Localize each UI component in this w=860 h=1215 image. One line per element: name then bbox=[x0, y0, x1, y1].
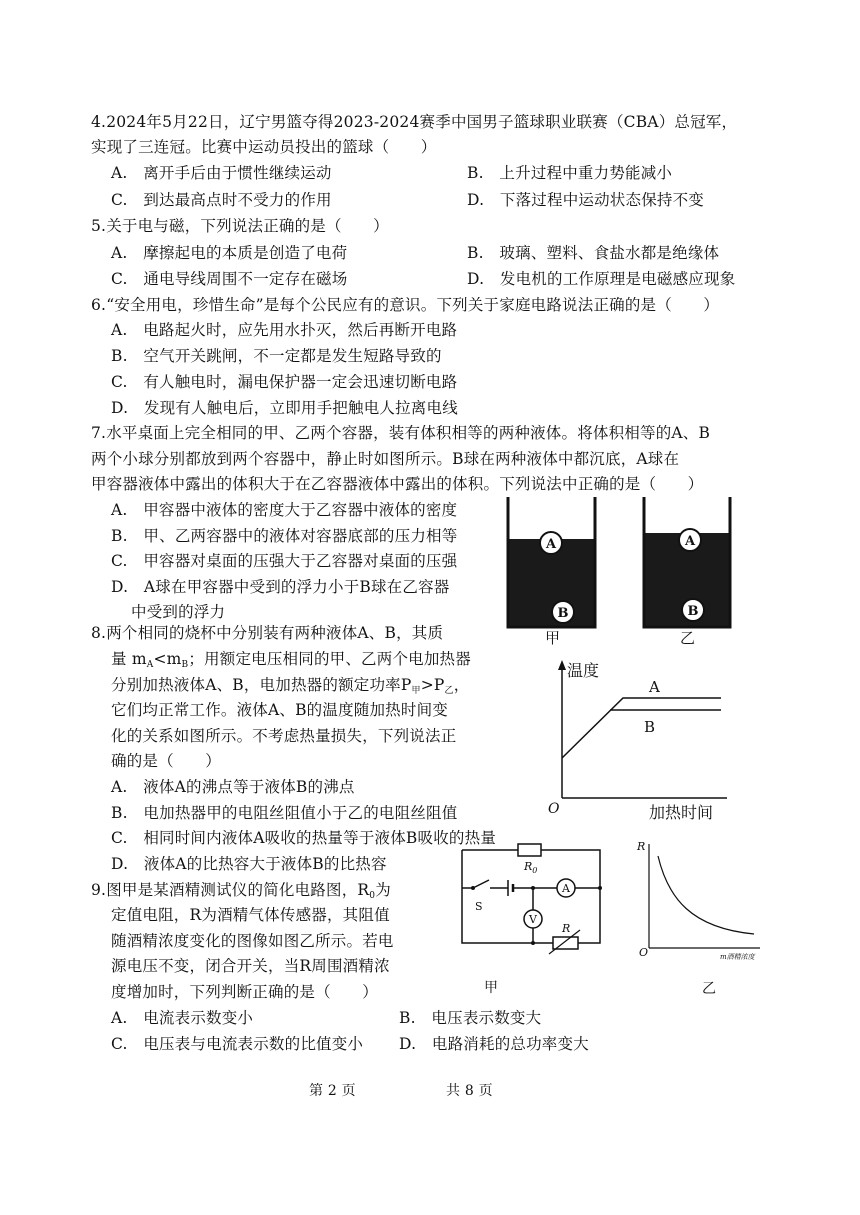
resistor-r0 bbox=[518, 844, 541, 856]
ball-b-label-left: B bbox=[557, 606, 569, 621]
q7-option-a: A. 甲容器中液体的密度大于乙容器中液体的密度 bbox=[111, 501, 458, 519]
q9-stem-line1: 9.图甲是某酒精测试仪的简化电路图，$R_0$为 bbox=[91, 881, 391, 901]
q7-stem-line2: 两个小球分别都放到两个容器中，静止时如图所示。B球在两种液体中都沉底，A球在 bbox=[91, 450, 680, 468]
q6-option-a: A. 电路起火时，应先用水扑灭，然后再断开电路 bbox=[111, 321, 458, 339]
label-yi: 乙 bbox=[680, 629, 696, 647]
q9-stem-line3: 随酒精浓度变化的图像如图乙所示。若电 bbox=[111, 932, 394, 950]
q5-option-b: B. 玻璃、塑料、食盐水都是绝缘体 bbox=[467, 244, 720, 262]
graph-ylabel: 温度 bbox=[567, 661, 600, 680]
graph-xlabel: 加热时间 bbox=[649, 803, 714, 822]
q4-option-d: D. 下落过程中运动状态保持不变 bbox=[467, 191, 705, 209]
q9-stem-line5: 度增加时，下列判断正确的是（ ） bbox=[111, 983, 378, 1001]
sensor-label: R bbox=[562, 922, 571, 935]
ball-a-label-left: A bbox=[545, 537, 557, 552]
q6-stem: 6.“安全用电，珍惜生命”是每个公民应有的意识。下列关于家庭电路说法正确的是（ ） bbox=[91, 296, 720, 314]
rgraph-xlabel: m酒精浓度 bbox=[720, 953, 755, 961]
q9-circuit-diagram bbox=[456, 838, 606, 998]
q9-option-c: C. 电压表与电流表示数的比值变小 bbox=[111, 1035, 364, 1053]
line-b-label: B bbox=[644, 718, 656, 736]
resistance-curve bbox=[658, 856, 754, 934]
q8-stem-line5: 化的关系如图所示。不考虑热量损失，下列说法正 bbox=[111, 727, 457, 745]
q4-stem-line1: 4.2024年5月22日，辽宁男篮夺得2023-2024赛季中国男子篮球职业联赛（CBA）总冠军， bbox=[91, 113, 738, 131]
page-total: 共 8 页 bbox=[446, 1083, 493, 1099]
line-a-label: A bbox=[649, 678, 660, 696]
circuit-caption: 甲 bbox=[484, 980, 498, 996]
switch-label: S bbox=[475, 900, 483, 913]
graph-origin: O bbox=[548, 801, 560, 817]
q8-option-a: A. 液体A的沸点等于液体B的沸点 bbox=[111, 778, 355, 796]
q8-temperature-graph bbox=[545, 658, 735, 823]
label-jia: 甲 bbox=[545, 629, 561, 647]
q5-option-a: A. 摩擦起电的本质是创造了电荷 bbox=[111, 244, 348, 262]
q6-option-c: C. 有人触电时，漏电保护器一定会迅速切断电路 bbox=[111, 373, 458, 391]
q9-option-b: B. 电压表示数变大 bbox=[399, 1009, 542, 1027]
switch bbox=[473, 880, 489, 888]
q5-stem: 5.关于电与磁，下列说法正确的是（ ） bbox=[91, 217, 389, 235]
rgraph-ylabel: R bbox=[637, 840, 646, 853]
q8-stem-line3: 分别加热液体A、B，电加热器的额定功率$P_甲>P_乙$， bbox=[111, 676, 470, 696]
sensor-r bbox=[553, 937, 578, 949]
rgraph-caption: 乙 bbox=[702, 981, 716, 997]
q8-option-d: D. 液体A的比热容大于液体B的比热容 bbox=[111, 855, 387, 873]
q8-option-b: B. 电加热器甲的电阻丝阻值小于乙的电阻丝阻值 bbox=[111, 804, 458, 822]
q8-stem-line4: 它们均正常工作。液体A、B的温度随加热时间变 bbox=[111, 701, 448, 719]
q5-option-c: C. 通电导线周围不一定存在磁场 bbox=[111, 270, 348, 288]
q7-option-d-line2: 中受到的浮力 bbox=[131, 603, 226, 621]
q4-option-a: A. 离开手后由于惯性继续运动 bbox=[111, 164, 332, 182]
q9-option-d: D. 电路消耗的总功率变大 bbox=[399, 1035, 589, 1053]
ammeter-label: A bbox=[562, 882, 570, 895]
q8-stem-line2: 量 $m_A<m_B$；用额定电压相同的甲、乙两个电加热器 bbox=[111, 650, 471, 670]
q8-option-c: C. 相同时间内液体A吸收的热量等于液体B吸收的热量 bbox=[111, 829, 497, 847]
q5-option-d: D. 发电机的工作原理是电磁感应现象 bbox=[467, 270, 736, 288]
q6-option-b: B. 空气开关跳闸，不一定都是发生短路导致的 bbox=[111, 347, 442, 365]
line-a bbox=[562, 698, 721, 758]
q9-stem-line4: 源电压不变，闭合开关，当R周围酒精浓 bbox=[111, 957, 390, 975]
q9-stem-line2: 定值电阻，R为酒精气体传感器，其阻值 bbox=[111, 906, 390, 924]
container-jia bbox=[508, 497, 595, 627]
q7-option-c: C. 甲容器对桌面的压强大于乙容器对桌面的压强 bbox=[111, 552, 458, 570]
q8-stem-line6: 确的是（ ） bbox=[111, 752, 221, 770]
q7-stem-line3: 甲容器液体中露出的体积大于在乙容器液体中露出的体积。下列说法中正确的是（ ） bbox=[91, 475, 704, 493]
q7-option-b: B. 甲、乙两容器中的液体对容器底部的压力相等 bbox=[111, 527, 458, 545]
page-number: 第 2 页 bbox=[309, 1083, 356, 1099]
r0-label: $R_0$ bbox=[524, 860, 538, 875]
ball-b-label-right: B bbox=[687, 604, 699, 619]
q9-option-a: A. 电流表示数变小 bbox=[111, 1009, 254, 1027]
q7-containers-figure bbox=[505, 495, 745, 645]
q9-resistance-graph bbox=[636, 838, 766, 998]
voltmeter-label: V bbox=[529, 913, 537, 926]
rgraph-origin: O bbox=[639, 946, 649, 959]
q4-stem-line2: 实现了三连冠。比赛中运动员投出的篮球（ ） bbox=[91, 138, 437, 156]
q4-option-b: B. 上升过程中重力势能减小 bbox=[467, 164, 673, 182]
container-yi bbox=[644, 497, 730, 627]
q8-stem-line1: 8.两个相同的烧杯中分别装有两种液体A、B，其质 bbox=[91, 624, 444, 642]
q6-option-d: D. 发现有人触电后，立即用手把触电人拉离电线 bbox=[111, 399, 458, 417]
q7-stem-line1: 7.水平桌面上完全相同的甲、乙两个容器，装有体积相等的两种液体。将体积相等的A、B bbox=[91, 424, 711, 442]
q7-option-d-line1: D. A球在甲容器中受到的浮力小于B球在乙容器 bbox=[111, 578, 450, 596]
q4-option-c: C. 到达最高点时不受力的作用 bbox=[111, 191, 332, 209]
ball-a-label-right: A bbox=[684, 534, 696, 549]
